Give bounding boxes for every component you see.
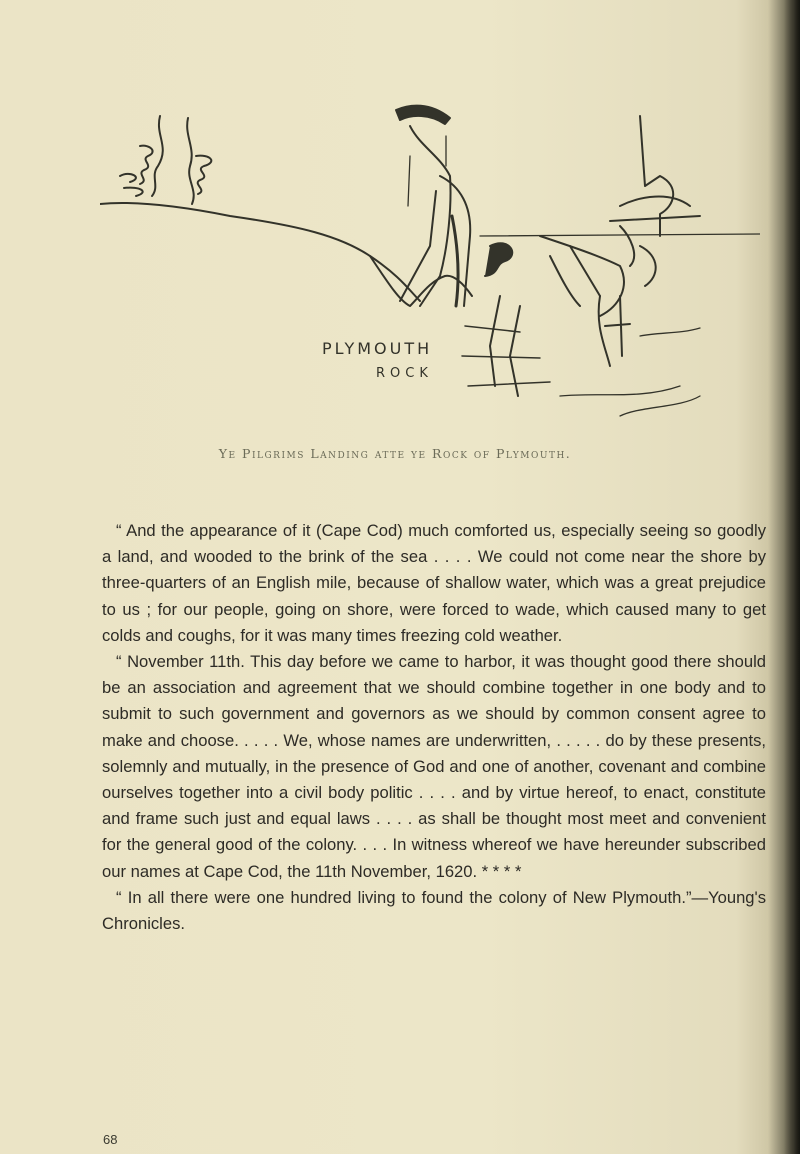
body-text	[102, 518, 766, 937]
paragraph-compact: “ November 11th. This day before we came to harbor, it was thought good there should be an association and agreement that we should combine together in one body and to submit to such government and governors as we should by common consent agree to make and choose. . . . . We, whose names are underwritten, . . . . . do by these presents, solemnly and mutually, in the presence of God and one of another, covenant and combine ourselves together into a civil body politic . . . . and by virtue hereof, to enact, constitute and frame such just and equal laws . . . . as shall be thought most meet and convenient for the general good of the colony. . . . In witness whereof we have hereunder subscribed our names at Cape Cod, the 11th November, 1620. * * * *	[102, 652, 766, 881]
shore-trees	[120, 116, 211, 204]
pilgrim-figure-center	[396, 106, 470, 306]
page-number: 68	[103, 1132, 118, 1147]
binding-shadow	[784, 0, 800, 1154]
paragraph-cape-cod: “ And the appearance of it (Cape Cod) much comforted us, especially seeing so goodly a land, and wooded to the brink of the sea . . . . We could not come near the shore by three-quarters of an English mile, because of shallow water, which was a great prejudice to us ; for our people, going on shore, were forced to wade, which caused many to get colds and coughs, for it was many times freezing cold weather.	[102, 521, 766, 645]
illustration-caption: Ye Pilgrims Landing atte ye Rock of Plymouth.	[218, 446, 572, 461]
pilgrims-landing-illustration	[100, 96, 760, 426]
rock-label-rock: ROCK	[376, 366, 433, 381]
horizon-line	[480, 234, 760, 236]
paragraph-young-chronicles: “ In all there were one hundred living to found the colony of New Plymouth.”—Young's Chronicles.	[102, 887, 766, 934]
pilgrims-in-boat	[462, 116, 700, 416]
coastline	[100, 203, 420, 301]
rock-label-plymouth: PLYMOUTH	[322, 339, 433, 358]
